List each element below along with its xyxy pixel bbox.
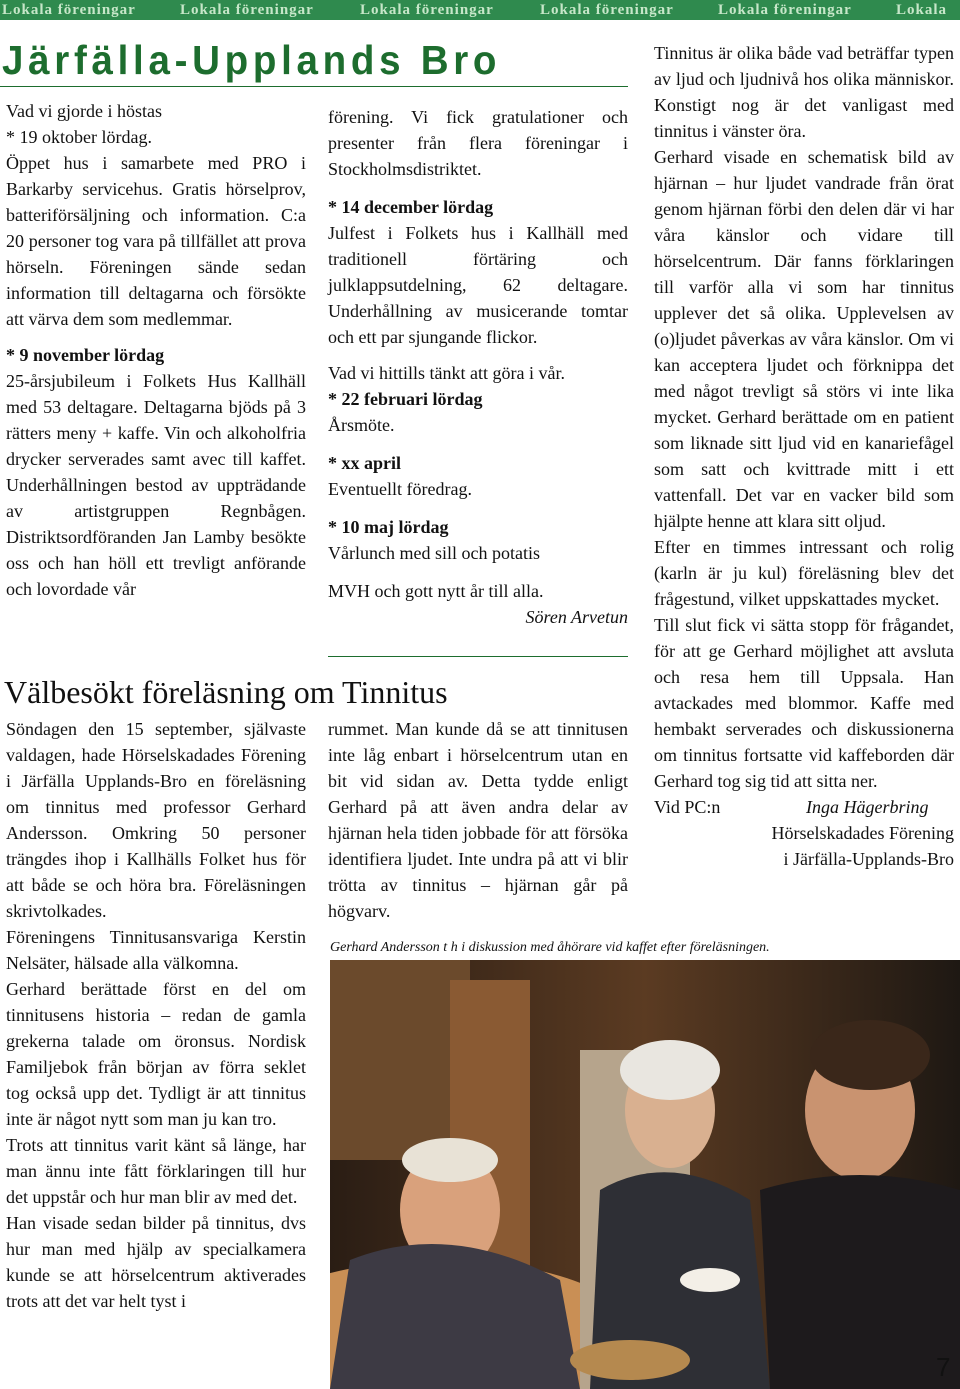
- paragraph: rummet. Man kunde då se att tinnitusen inte låg enbart i hörselcentrum utan en bit vid sidan av. Detta tydde enligt Gerhard på att även andra delar av hjärnan hela tiden jobbade för att försöka identifiera ljudet. Inte undra på att vi blir trötta av tinnitus – hjärnan går på högvarv.: [328, 719, 628, 921]
- paragraph: Vad vi hittills tänkt att göra i vår.: [328, 363, 565, 383]
- photo: [330, 960, 960, 1389]
- paragraph: Efter en timmes intressant och rolig (karln är ju kul) föreläsning blev det frågestund, vilket uppskattades mycket.: [654, 537, 954, 609]
- column-2: [328, 104, 628, 630]
- paragraph: Öppet hus i samarbete med PRO i Barkarby servicehus. Gratis hörselprov, batteriförsäljning och information. C:a 20 personer tog vara på tillfället att prova hörseln. Föreningen sände sedan information till deltagarna och försökte att värva dem som medlemmar.: [6, 153, 306, 329]
- photo-caption: Gerhard Andersson t h i diskussion med åhörare vid kaffet efter föreläsningen.: [330, 940, 770, 955]
- paragraph: Gerhard berättade först en del om tinnitusens historia – redan de gamla grekerna talade om öronsus. Nordisk Familjebok från början av förra seklet tog också upp det. Tydligt är att tinnitus inte är något nytt som man ju kan tro.: [6, 979, 306, 1129]
- column-3: [654, 40, 954, 872]
- event-heading: * 9 november lördag: [6, 345, 165, 365]
- event-heading: * 10 maj lördag: [328, 517, 449, 537]
- page-title: Järfälla-Upplands Bro: [2, 37, 502, 83]
- event-heading: * xx april: [328, 453, 402, 473]
- banner-text: Lokala föreningar: [718, 2, 852, 18]
- paragraph: Årsmöte.: [328, 415, 395, 435]
- banner-text: Lokala föreningar: [2, 2, 136, 18]
- section-banner: [0, 0, 960, 20]
- paragraph: 25-årsjubileum i Folkets Hus Kallhäll med 53 deltagare. Deltagarna bjöds på 3 rätters meny + kaffe. Vin och alkoholfria drycker serverades samt avec till kaffet. Underhållningen bestod av uppträdande av artistgruppen Regnbågen. Distriktsordföranden Jan Lamby besökte oss och han höll ett trevligt anförande och lovordade vår: [6, 371, 306, 599]
- column-4: [6, 716, 306, 1314]
- event-heading: * 14 december lördag: [328, 197, 494, 217]
- paragraph: Söndagen den 15 september, självaste valdagen, hade Hörselskadades Förening i Järfälla Upplands-Bro en föreläsning om tinnitus med professor Gerhard Andersson. Omkring 50 personer trängdes ihop i Kallhälls Folket hus för att både se och höra bra. Föreläsningen skrivtolkades.: [6, 719, 306, 921]
- banner-text: Lokala: [896, 2, 948, 18]
- signature: Sören Arvetun: [525, 607, 628, 627]
- paragraph: Gerhard visade en schematisk bild av hjärnan – hur ljudet vandrade från örat genom hjärnan förbi den delen där vi har våra känslor och vidare till hörselcentrum. Där fanns förklaringen till varför alla vi som har tinnitus upplever det så olika. Upplevelsen av (o)ljudet påverkas av våra känslor. Om vi kan acceptera ljudet och förknippa det med något trevligt så störs vi inte lika mycket. Gerhard berättade om en patient som liknade sitt ljud vid en kanariefågel som satt och kvittrade mitt i ett vattenfall. Det var en vacker bild som hjälpte henne att klara sitt oljud.: [654, 147, 954, 531]
- event-heading: * 22 februari lördag: [328, 389, 483, 409]
- signature-line: [654, 794, 954, 820]
- paragraph: Vad vi gjorde i höstas: [6, 101, 162, 121]
- paragraph: förening. Vi fick gratulationer och presenter från flera föreningar i Stockholmsdistriktet.: [328, 107, 628, 179]
- banner-text: Lokala föreningar: [540, 2, 674, 18]
- title-rule: [0, 86, 628, 87]
- paragraph: Till slut fick vi sätta stopp för frågandet, för att ge Gerhard möjlighet att avsluta och resa hem till Uppsala. Han avtackades med blommor. Kaffe med hembakt serverades och diskussionerna om tinnitus fortsatte vid kaffeborden där Gerhard tog sig tid att sitta ner.: [654, 615, 954, 791]
- paragraph: Tinnitus är olika både vad beträffar typen av ljud och ljudnivå hos olika människor. Konstigt nog är det vanligast med tinnitus i vänster öra.: [654, 43, 954, 141]
- paragraph: MVH och gott nytt år till alla.: [328, 581, 544, 601]
- article-title: Välbesökt föreläsning om Tinnitus: [4, 674, 448, 710]
- event-line: * 19 oktober lördag.: [6, 127, 152, 147]
- paragraph: Föreningens Tinnitusansvariga Kerstin Nelsäter, hälsade alla välkomna.: [6, 927, 306, 973]
- paragraph: Eventuellt föredrag.: [328, 479, 472, 499]
- photo-illustration: [330, 960, 960, 1389]
- paragraph: Han visade sedan bilder på tinnitus, dvs hur man med hjälp av specialkamera kunde se att hörselcentrum aktiverades trots att det var helt tyst i: [6, 1213, 306, 1311]
- paragraph: Julfest i Folkets hus i Kallhäll med traditionell förtäring och julklappsutdelning, 62 deltagare. Underhållning av musicerande tomtar och ett par sjungande flickor.: [328, 223, 628, 347]
- paragraph: Vårlunch med sill och potatis: [328, 543, 540, 563]
- page-number: 7: [936, 1352, 951, 1382]
- column-1: [6, 98, 306, 602]
- signature-org: i Järfälla-Upplands-Bro: [783, 849, 954, 869]
- banner-text: Lokala föreningar: [180, 2, 314, 18]
- paragraph: Trots att tinnitus varit känt så länge, har man ännu inte fått förklaringen till hur det uppstår och hur man blir av med det.: [6, 1135, 306, 1207]
- signature-org: Hörselskadades Förening: [771, 823, 954, 843]
- column-5: [328, 716, 628, 924]
- banner-text: Lokala föreningar: [360, 2, 494, 18]
- column-rule: [328, 656, 628, 657]
- signature-role: Vid PC:n: [654, 797, 721, 817]
- signature: Inga Hägerbring: [806, 797, 929, 817]
